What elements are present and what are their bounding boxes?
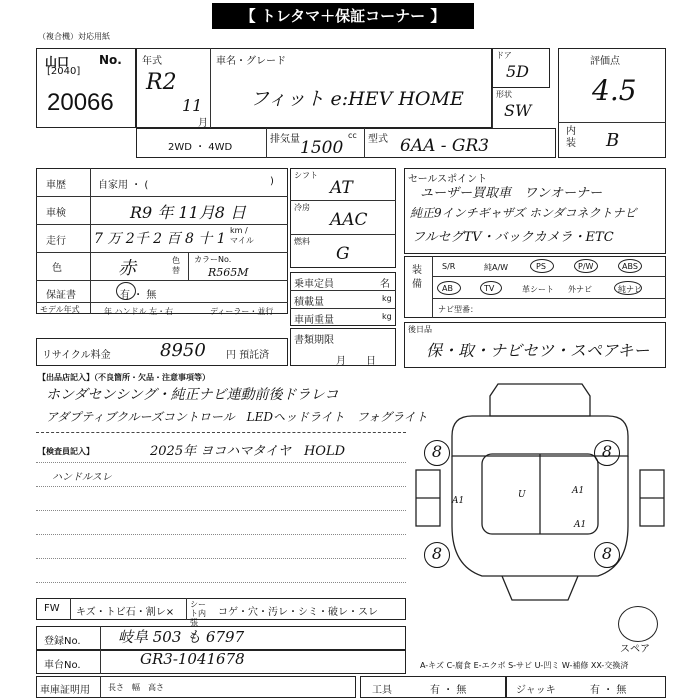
ac-label: 冷房 — [294, 203, 310, 212]
interior-label: 内装 — [566, 126, 576, 149]
year-month: 11 — [182, 96, 203, 115]
equip-pw: P/W — [578, 262, 594, 271]
interior-value: B — [606, 130, 620, 151]
name-value: フィット e:HEV HOME — [250, 88, 464, 110]
car-diagram — [412, 376, 668, 612]
disp-value: 1500 — [300, 138, 344, 158]
handle-label: 年 ハンドル 左・右 — [104, 307, 174, 316]
history-close: ) — [270, 176, 274, 187]
vin-value: GR3-1041678 — [140, 650, 245, 668]
warranty-label: 保証書 — [46, 290, 76, 301]
fuel-label: 燃料 — [294, 237, 310, 246]
inspector-label: 【検査員記入】 — [38, 447, 94, 456]
dealer-label: ディーラー・並行 — [210, 307, 274, 316]
jack-label: ジャッキ — [516, 685, 556, 696]
sales-line-1: ユーザー買取車 ワンオーナー — [420, 186, 603, 201]
yama-label: 山口 — [45, 55, 70, 69]
mileage-label: 走行 — [46, 236, 66, 247]
tire-front-left: 8 — [424, 440, 450, 466]
year-label: 年式 — [142, 56, 162, 67]
reg-value: 岐阜 503 も 6797 — [118, 628, 245, 646]
damage-mark-left-door: A1 — [452, 496, 465, 506]
damage-legend: A-キズ C-腐食 E-エクボ S-サビ U-凹ミ W-補修 XX-交換済 — [420, 661, 629, 670]
disp-unit: cc — [348, 131, 357, 140]
color-value: 赤 — [118, 258, 136, 279]
cert-sub: 長さ 幅 高さ — [108, 683, 164, 692]
vin-label: 車台No. — [44, 660, 81, 671]
lot-box — [36, 48, 136, 128]
recycle-unit: 円 預託済 — [226, 350, 270, 361]
score-value: 4.5 — [592, 74, 637, 107]
color-no-value: R565M — [208, 266, 249, 279]
history-label: 車歴 — [46, 180, 66, 191]
page-header: 【 トレタマ＋保証コーナー 】 — [212, 3, 474, 29]
drive-label: 2WD ・ 4WD — [168, 142, 233, 153]
warranty-value: 有 ・ 無 — [120, 290, 157, 301]
equip-abs-circle — [618, 259, 642, 273]
equip-alloy: 純A/W — [484, 263, 509, 272]
lot-code: [2040] — [47, 66, 81, 77]
capacity-label: 乗車定員 — [294, 279, 334, 290]
spare-label: スペア — [620, 644, 650, 655]
recycle-value: 8950 — [160, 340, 206, 361]
color-change-label: 色替 — [172, 256, 180, 275]
inspection-value: R9 年 11月8 日 — [130, 203, 247, 222]
capacity-unit: 名 — [380, 279, 390, 290]
equip-tv-circle — [480, 281, 502, 295]
equip-oem-navi-circle — [614, 281, 642, 295]
door-value: 5D — [506, 62, 530, 81]
equip-ext-navi: 外ナビ — [568, 285, 592, 294]
later-label: 後日品 — [408, 325, 432, 334]
rear-bumper — [502, 576, 578, 600]
shape-label: 形状 — [496, 90, 512, 99]
sales-line-3: フルセグTV・バックカメラ・ETC — [412, 230, 614, 245]
notes-line-1: ホンダセンシング・純正ナビ連動前後ドラレコ — [46, 387, 339, 403]
expiry-unit: 月 日 — [336, 356, 376, 367]
inspector-value: 2025年 ヨコハマタイヤ HOLD — [150, 444, 346, 459]
damage-mark-right-rear: A1 — [574, 520, 587, 530]
navi-type-label: ナビ型番： — [438, 305, 478, 314]
mileage-unit: km / マイル — [230, 226, 254, 245]
later-value: 保・取・ナビセツ・スペアキー — [426, 341, 650, 360]
tools-value: 有 ・ 無 — [430, 685, 467, 696]
jack-value: 有 ・ 無 — [590, 685, 627, 696]
sales-label: セールスポイント — [408, 174, 488, 185]
history-value: 自家用 ・ ( — [98, 180, 149, 191]
month-unit: 月 — [198, 118, 208, 129]
equip-ab-circle — [437, 281, 461, 295]
model-year-label: モデル年式 — [40, 305, 80, 314]
expiry-label: 書類期限 — [294, 335, 334, 346]
model-label: 型式 — [368, 134, 388, 145]
year-era: R2 — [146, 70, 177, 95]
equip-oem-navi: 純ナビ — [618, 285, 642, 294]
seat-value: コゲ・穴・汚レ・シミ・破レ・スレ — [218, 607, 378, 618]
tire-rear-left: 8 — [424, 542, 450, 568]
fuel-value: G — [336, 244, 350, 264]
shift-label: シフト — [294, 171, 318, 180]
mileage-value: 7 万 2千 2 百 8 十 1 — [94, 231, 226, 247]
shape-value: SW — [504, 101, 532, 120]
load-unit: kg — [382, 294, 392, 303]
equip-ps: PS — [536, 262, 546, 271]
damage-mark-roof: U — [518, 490, 526, 500]
notes-title: 【出品店記入】（不良箇所・欠品・注意事項等） — [38, 373, 210, 382]
color-label: 色 — [52, 263, 62, 274]
tire-front-right: 8 — [594, 440, 620, 466]
roof-top-outline — [490, 384, 590, 416]
equip-ps-circle — [530, 259, 554, 273]
equip-ab: AB — [442, 284, 453, 293]
spare-tire-circle — [618, 606, 658, 642]
tire-rear-right: 8 — [594, 542, 620, 568]
weight-unit: kg — [382, 312, 392, 321]
compat-label: （複合機）対応用紙 — [38, 32, 110, 41]
seat-label: シート内張 — [190, 600, 206, 627]
shift-value: AT — [330, 178, 353, 198]
handle-note: ハンドルスレ — [52, 472, 112, 483]
reg-label: 登録No. — [44, 636, 81, 647]
warranty-circle — [116, 282, 136, 300]
door-label: ドア — [496, 51, 512, 60]
no-label: No. — [99, 53, 122, 67]
name-label: 車名・グレード — [216, 56, 286, 67]
damage-mark-right-front: A1 — [572, 486, 585, 496]
equip-pw-circle — [574, 259, 598, 273]
weight-label: 車両重量 — [294, 315, 334, 326]
fw-value: キズ・トビ石・割レ× — [76, 607, 175, 618]
tools-label: 工具 — [372, 685, 392, 696]
disp-label: 排気量 — [270, 134, 300, 145]
cert-label: 車庫証明用 — [40, 685, 90, 696]
equip-leather: 革シート — [522, 285, 554, 294]
recycle-label: リサイクル料金 — [42, 350, 111, 361]
load-label: 積載量 — [294, 297, 324, 308]
fw-label: FW — [44, 603, 60, 614]
equip-sr: S/R — [442, 262, 456, 271]
equip-abs: ABS — [622, 262, 638, 271]
lot-number: 20066 — [47, 89, 114, 116]
color-no-label: カラーNo. — [194, 255, 232, 264]
inspection-label: 車検 — [46, 208, 66, 219]
model-value: 6AA - GR3 — [400, 136, 490, 156]
score-label: 評価点 — [590, 56, 620, 67]
notes-line-2: アダプティブクルーズコントロール LEDヘッドライト フォグライト — [46, 410, 428, 424]
equip-tv: TV — [484, 284, 495, 293]
ac-value: AAC — [330, 210, 368, 230]
sales-line-2: 純正9インチギャザズ ホンダコネクトナビ — [410, 206, 637, 220]
equip-label: 装備 — [412, 265, 422, 290]
